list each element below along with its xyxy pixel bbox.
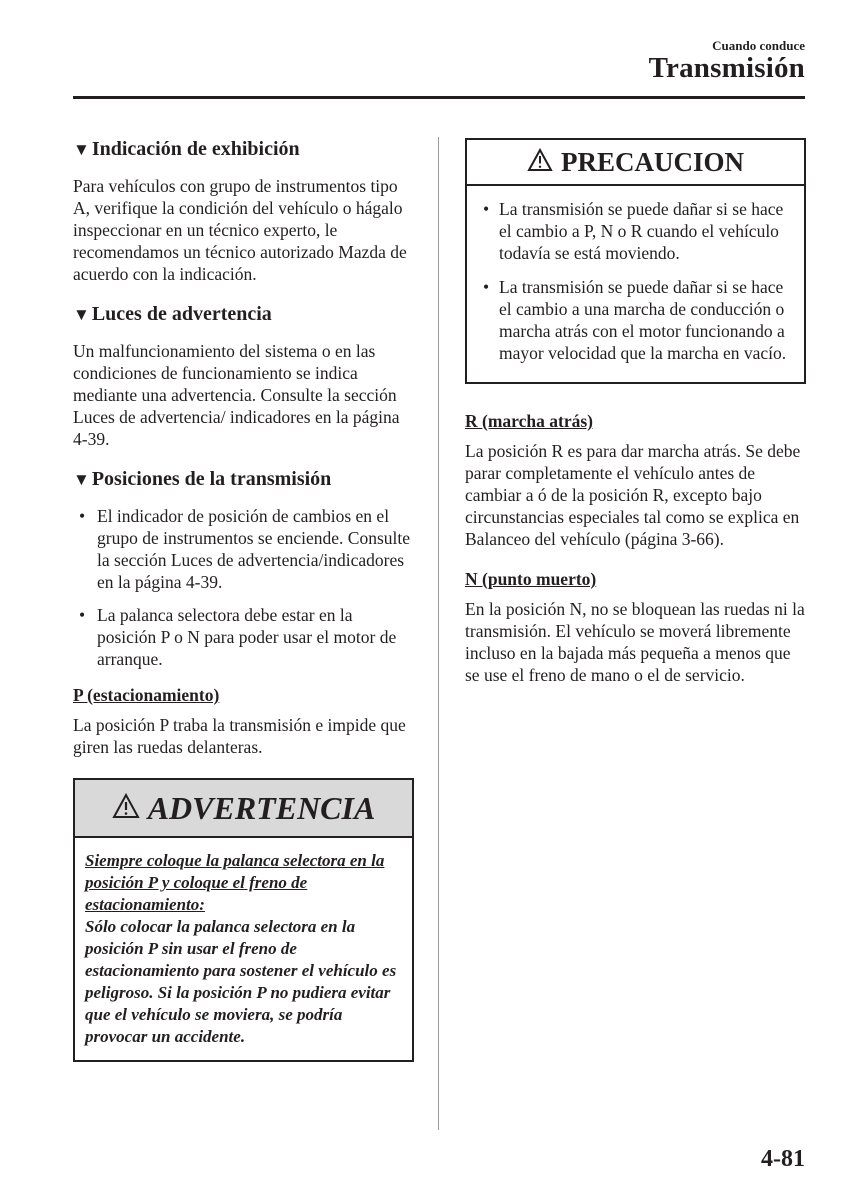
posiciones-list	[73, 505, 413, 670]
precaucion-title: PRECAUCION	[560, 146, 744, 177]
warning-triangle-icon	[527, 148, 553, 177]
page-title: Transmisión	[648, 52, 805, 84]
column-divider	[438, 137, 439, 1130]
list-item	[477, 198, 794, 264]
r-text: La posición R es para dar marcha atrás. Se debe parar completamente el vehículo antes de cambiar a ó de la posición R, excepto bajo circunstancias especiales tal como se explica en Balanceo del vehículo (página 3-66).	[465, 441, 801, 549]
warning-triangle-icon	[112, 793, 140, 824]
triangle-down-icon: ▼	[73, 304, 90, 324]
list-item	[477, 276, 794, 364]
advertencia-title-bar	[75, 780, 412, 838]
list-item	[73, 604, 413, 670]
list-item-text: La palanca selectora debe estar en la posición P o N para poder usar el motor de arranque.	[97, 605, 397, 669]
bullet-icon: •	[79, 506, 86, 526]
indicacion-text: Para vehículos con grupo de instrumentos tipo A, verifique la condición del vehículo o hágalo inspeccionar en un técnico experto, le recomendamos un técnico autorizado Mazda de acuerdo con la indicación.	[73, 176, 407, 284]
section-heading-text: Posiciones de la transmisión	[91, 468, 332, 490]
list-item	[73, 505, 413, 593]
advertencia-box	[73, 778, 414, 1062]
right-column	[465, 138, 807, 686]
left-column	[73, 138, 413, 1062]
section-heading-indicacion	[73, 138, 413, 161]
n-text: En la posición N, no se bloquean las ruedas ni la transmisión. El vehículo se moverá libremente incluso en la bajada más pequeña a menos que se use el freno de mano o el de servicio.	[465, 599, 805, 685]
precaucion-body	[467, 186, 804, 382]
bullet-icon: •	[79, 605, 86, 625]
luces-text: Un malfuncionamiento del sistema o en las condiciones de funcionamiento se indica mediante una advertencia. Consulte la sección Luces de advertencia/ indicadores en la página 4-39.	[73, 341, 400, 449]
section-heading-posiciones	[73, 468, 413, 491]
header-rule	[73, 96, 805, 99]
advertencia-body	[75, 838, 412, 1060]
precaucion-list	[477, 198, 794, 364]
triangle-down-icon: ▼	[73, 469, 90, 489]
bullet-icon: •	[483, 199, 490, 219]
advertencia-underlined: Siempre coloque la palanca selectora en la posición P y coloque el freno de estacionamiento:	[85, 851, 385, 914]
header-section: Cuando conduce	[712, 38, 805, 53]
list-item-text: El indicador de posición de cambios en el grupo de instrumentos se enciende. Consulte la sección Luces de advertencia/indicadores en la página 4-39.	[97, 506, 410, 592]
section-heading-luces	[73, 303, 413, 326]
page-number: 4-81	[761, 1146, 805, 1172]
bullet-icon: •	[483, 277, 490, 297]
advertencia-text: Sólo colocar la palanca selectora en la posición P sin usar el freno de estacionamiento para sostener el vehículo es peligroso. Si la posición P no pudiera evitar que el vehículo se moviera, se podría provocar un accidente.	[85, 917, 397, 1046]
precaucion-title-bar	[467, 140, 804, 186]
list-item-text: La transmisión se puede dañar si se hace el cambio a una marcha de conducción o marcha atrás con el motor funcionando a mayor velocidad que la marcha en vacío.	[499, 277, 787, 363]
triangle-down-icon: ▼	[73, 139, 90, 159]
p-text: La posición P traba la transmisión e impide que giren las ruedas delanteras.	[73, 715, 406, 757]
r-heading: R (marcha atrás)	[465, 411, 593, 431]
p-heading: P (estacionamiento)	[73, 685, 220, 705]
section-heading-text: Luces de advertencia	[91, 303, 272, 325]
section-heading-text: Indicación de exhibición	[91, 138, 300, 160]
n-heading: N (punto muerto)	[465, 569, 597, 589]
list-item-text: La transmisión se puede dañar si se hace el cambio a P, N o R cuando el vehículo todavía se está moviendo.	[499, 199, 784, 263]
precaucion-box	[465, 138, 806, 384]
advertencia-title: ADVERTENCIA	[147, 789, 376, 826]
